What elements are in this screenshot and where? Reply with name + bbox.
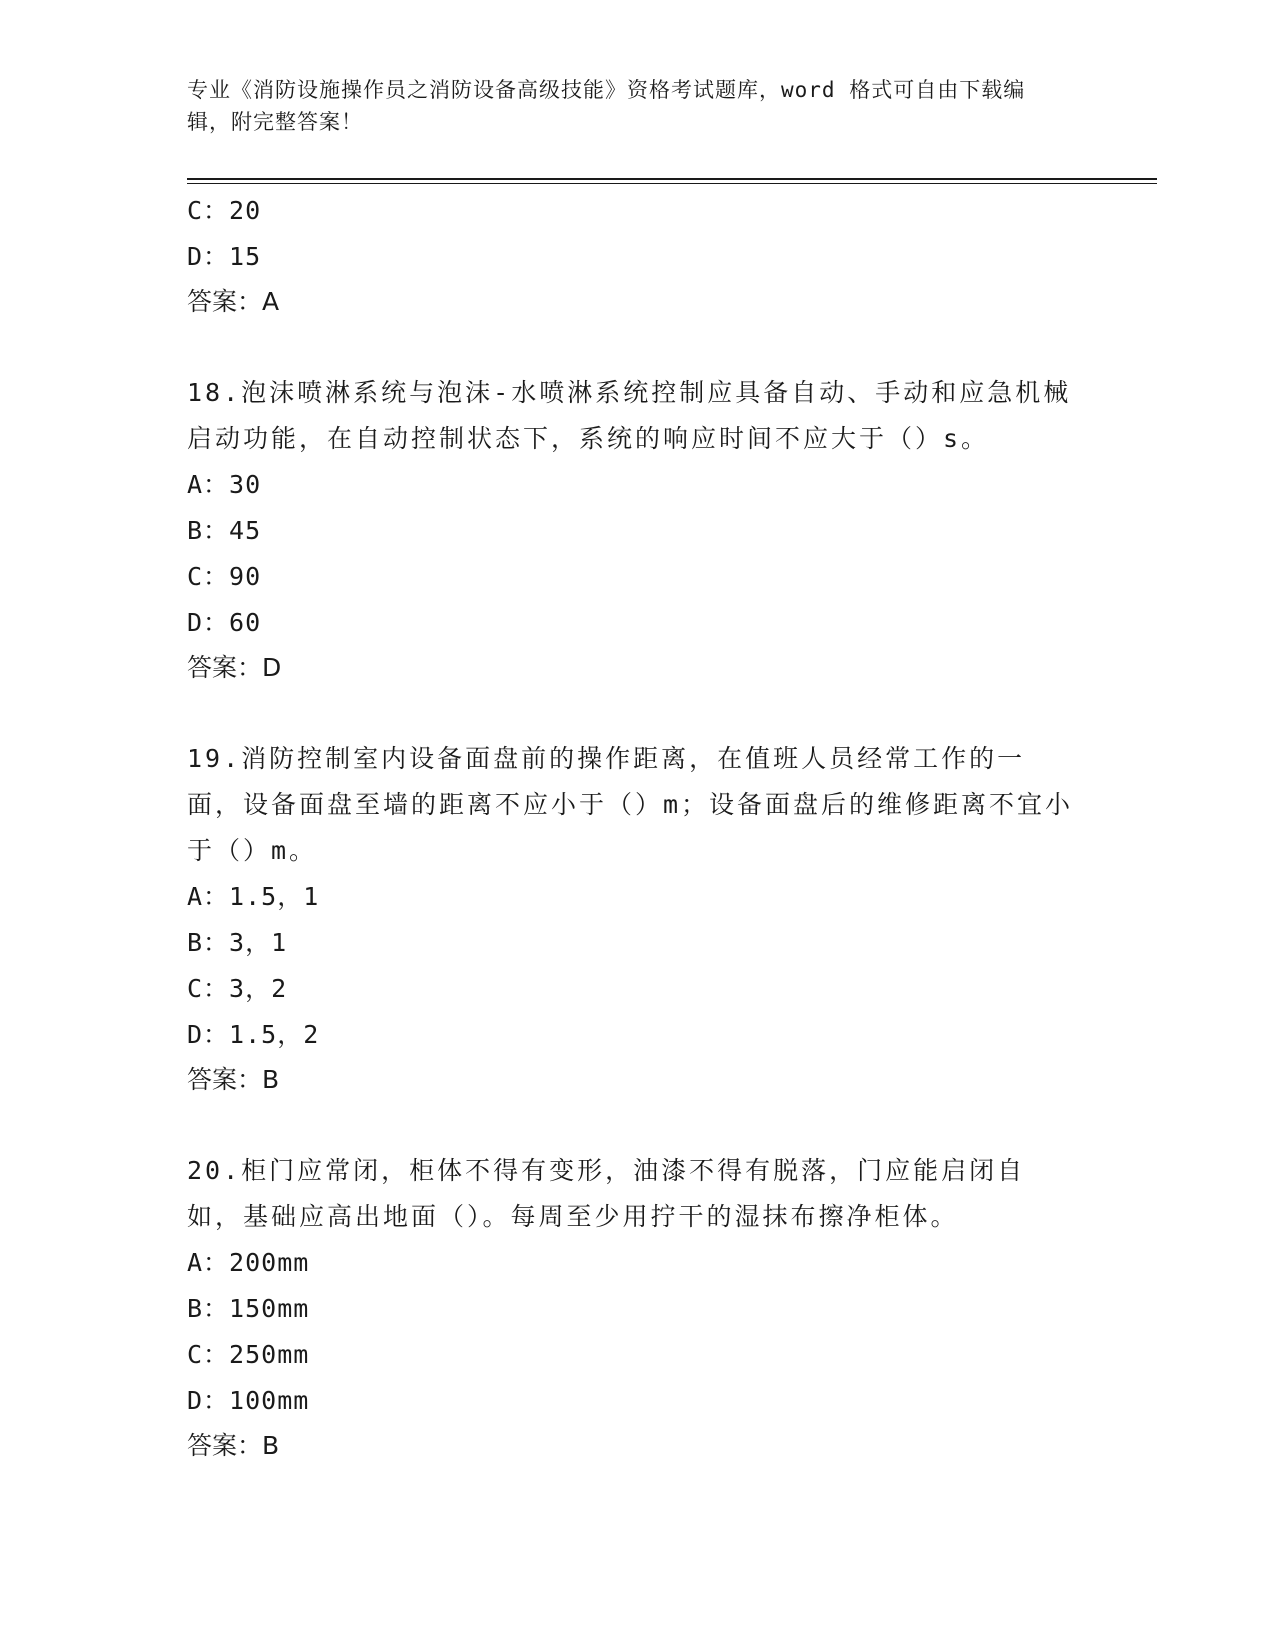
option-b: B：3，1 — [187, 928, 288, 957]
question-text: 19.消防控制室内设备面盘前的操作距离，在值班人员经常工作的一面，设备面盘至墙的距离不应小于（）m；设备面盘后的维修距离不宜小于（）m。 — [187, 744, 1074, 865]
answer-line: 答案：B — [187, 1065, 280, 1094]
question-20 — [187, 1148, 1087, 1468]
option-c: C：250mm — [187, 1340, 310, 1369]
question-18 — [187, 370, 1087, 690]
answer-line: 答案：B — [187, 1431, 280, 1460]
option-d: D：15 — [187, 242, 262, 271]
option-b: B：150mm — [187, 1294, 310, 1323]
option-a: A：200mm — [187, 1248, 310, 1277]
question-19 — [187, 736, 1087, 1102]
answer-line: 答案：D — [187, 653, 282, 682]
option-d: D：1.5，2 — [187, 1020, 320, 1049]
option-b: B：45 — [187, 516, 262, 545]
option-c: C：20 — [187, 196, 262, 225]
previous-question-tail — [187, 188, 1087, 324]
option-a: A：1.5，1 — [187, 882, 320, 911]
option-d: D：100mm — [187, 1386, 310, 1415]
option-d: D：60 — [187, 608, 262, 637]
answer-line: 答案：A — [187, 287, 280, 316]
header-divider — [187, 178, 1157, 184]
question-text: 20.柜门应常闭，柜体不得有变形，油漆不得有脱落，门应能启闭自如，基础应高出地面（）。每周至少用拧干的湿抹布擦净柜体。 — [187, 1156, 1026, 1231]
option-c: C：90 — [187, 562, 262, 591]
document-header: 专业《消防设施操作员之消防设备高级技能》资格考试题库，word 格式可自由下载编辑，附完整答案！ — [187, 78, 1026, 134]
question-text: 18.泡沫喷淋系统与泡沫-水喷淋系统控制应具备自动、手动和应急机械启动功能，在自动控制状态下，系统的响应时间不应大于（）s。 — [187, 378, 1072, 453]
question-list — [187, 188, 1087, 1468]
option-a: A：30 — [187, 470, 262, 499]
option-c: C：3，2 — [187, 974, 288, 1003]
